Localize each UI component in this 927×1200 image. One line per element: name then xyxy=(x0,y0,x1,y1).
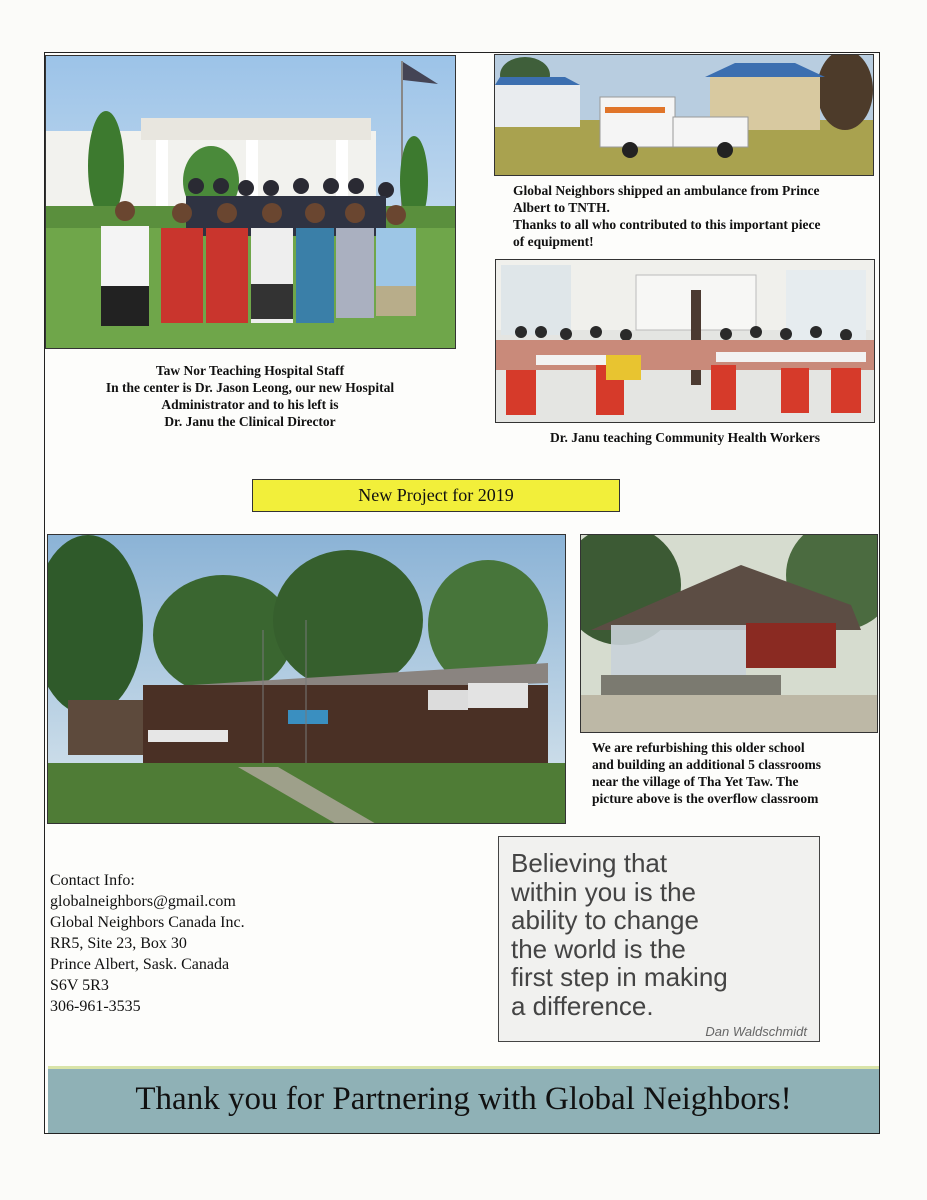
quote-line: Believing that xyxy=(511,848,668,878)
contact-postal-code: S6V 5R3 xyxy=(50,977,109,994)
ambulance-photo xyxy=(494,54,874,176)
caption-line: Albert to TNTH. xyxy=(513,200,610,215)
overflow-classroom-photo xyxy=(580,534,878,733)
contact-email[interactable]: globalneighbors@gmail.com xyxy=(50,893,236,910)
caption-line: of equipment! xyxy=(513,234,594,249)
school-building-photo xyxy=(47,534,566,824)
thank-you-footer: Thank you for Partnering with Global Neighbors! xyxy=(48,1066,879,1133)
quote-text xyxy=(511,849,728,1020)
quote-author: Dan Waldschmidt xyxy=(705,1024,807,1039)
caption-line: near the village of Tha Yet Taw. The xyxy=(592,774,799,789)
caption-line: We are refurbishing this older school xyxy=(592,740,805,755)
caption-line: In the center is Dr. Jason Leong, our new Hospital xyxy=(105,380,395,395)
teaching-photo xyxy=(495,259,875,423)
contact-info xyxy=(50,870,245,1017)
new-project-banner: New Project for 2019 xyxy=(252,479,620,512)
caption-line: Dr. Janu the Clinical Director xyxy=(164,414,336,429)
caption-line: Administrator and to his left is xyxy=(161,397,339,412)
contact-heading: Contact Info: xyxy=(50,872,135,889)
caption-line: Global Neighbors shipped an ambulance from Prince xyxy=(513,183,820,198)
overflow-caption xyxy=(592,739,877,807)
contact-organization: Global Neighbors Canada Inc. xyxy=(50,914,245,931)
caption-line: Thanks to all who contributed to this important piece xyxy=(513,217,821,232)
contact-address: RR5, Site 23, Box 30 xyxy=(50,935,187,952)
contact-phone[interactable]: 306-961-3535 xyxy=(50,998,141,1015)
teaching-caption: Dr. Janu teaching Community Health Workers xyxy=(549,430,820,445)
staff-group-photo xyxy=(45,55,456,349)
caption-line: Taw Nor Teaching Hospital Staff xyxy=(155,363,345,378)
staff-caption xyxy=(50,362,450,430)
caption-line: picture above is the overflow classroom xyxy=(592,791,819,806)
contact-city: Prince Albert, Sask. Canada xyxy=(50,956,230,973)
quote-line: within you is the xyxy=(511,876,696,907)
caption-line: and building an additional 5 classrooms xyxy=(592,757,821,772)
quote-line: a difference. xyxy=(511,990,654,1021)
quote-line: ability to change xyxy=(511,905,699,935)
quote-line: first step in making xyxy=(511,962,728,992)
quote-line: the world is the xyxy=(511,933,686,964)
ambulance-caption xyxy=(513,182,873,250)
quote-box xyxy=(498,836,820,1042)
